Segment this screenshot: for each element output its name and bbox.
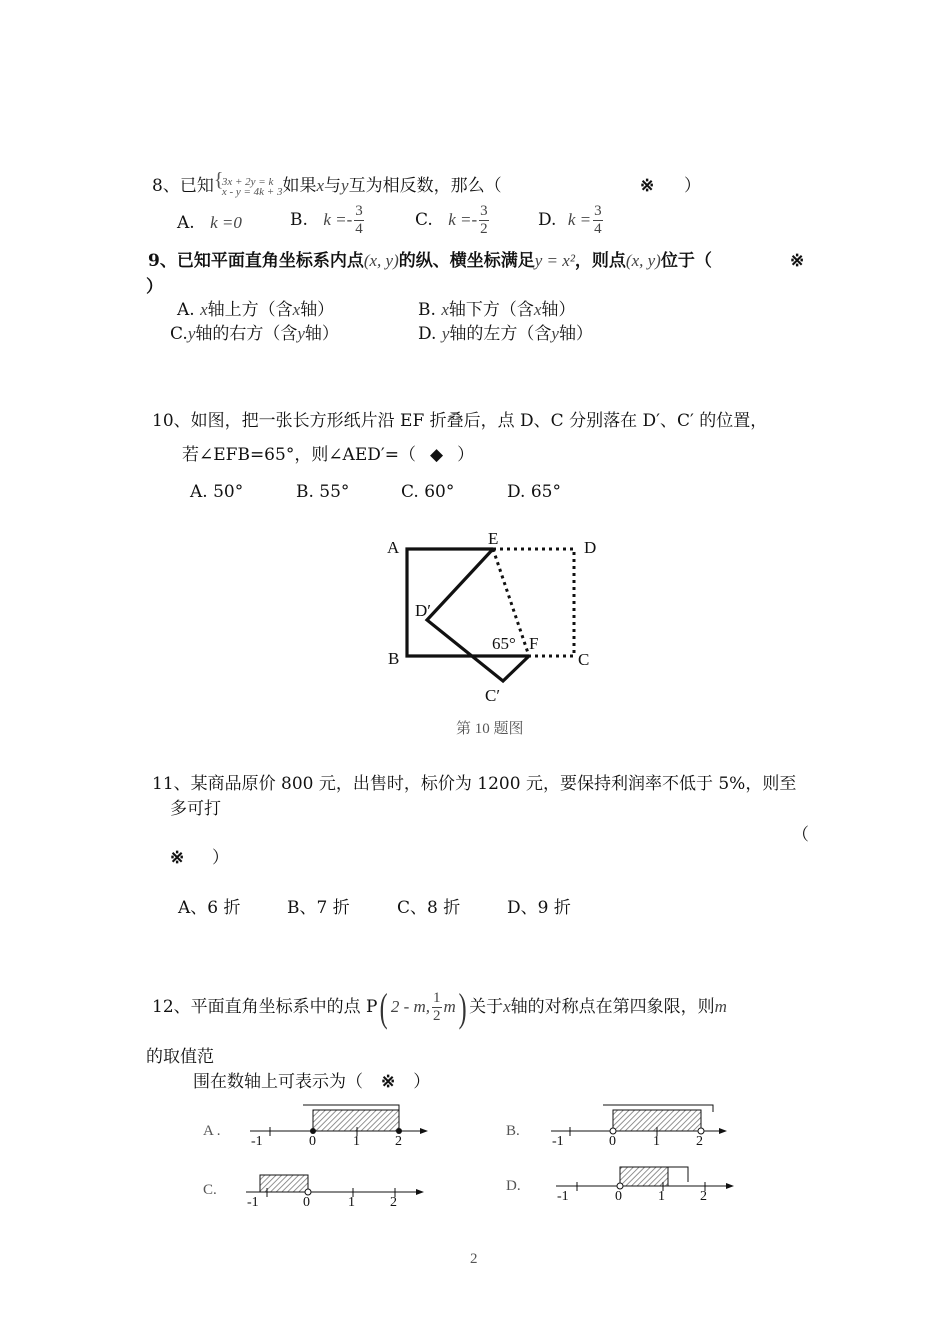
q9-option-a-var2: x <box>292 300 301 319</box>
label-angle: 65° <box>492 634 516 653</box>
q8-option-a[interactable] <box>177 212 242 234</box>
q9-option-d-end: 轴） <box>558 324 593 344</box>
q9-option-a[interactable] <box>177 299 334 321</box>
q12-line-3-text: 围在数轴上可表示为（ <box>193 1072 363 1092</box>
q10-line-1: 10、如图，把一张长方形纸片沿 EF 折叠后，点 D、C 分别落在 D′、C′ 的位置， <box>152 411 768 431</box>
bracket-line <box>303 1105 399 1110</box>
q12-option-c-label[interactable]: C. <box>203 1182 217 1198</box>
tick-label: 2 <box>395 1134 402 1149</box>
label-d-prime: D′ <box>415 601 431 620</box>
q12-option-b-label[interactable]: B. <box>506 1123 520 1139</box>
q9-option-c-text: 轴的右方（含 <box>195 324 298 344</box>
q9-stem <box>148 250 712 272</box>
q11-option-d[interactable]: D、9 折 <box>507 898 571 918</box>
q11-option-c[interactable]: C、8 折 <box>397 898 461 918</box>
q11-option-a[interactable]: A、6 折 <box>178 898 241 918</box>
q9-option-a-text: 轴上方（含 <box>207 300 293 320</box>
q12-text-3: 轴的对称点在第四象限，则 <box>510 997 715 1017</box>
q10-option-a[interactable]: A. 50° <box>190 482 244 502</box>
fraction-denominator: 4 <box>594 221 602 237</box>
tick-label: 0 <box>303 1195 310 1210</box>
q10-option-b[interactable]: B. 55° <box>296 482 350 502</box>
q8-option-a-expr: k =0 <box>210 213 242 232</box>
q10-close-paren: ） <box>457 445 475 465</box>
q8-equation-system <box>214 177 283 197</box>
axis-arrow-icon <box>719 1128 727 1134</box>
q12-left-paren: ( <box>380 984 389 1030</box>
q12-var-m: m <box>714 997 727 1016</box>
q10-line-2 <box>182 444 474 466</box>
q8-close-paren: ） <box>684 176 701 196</box>
q8-option-c[interactable] <box>415 203 491 238</box>
tick-label: 1 <box>653 1134 660 1149</box>
q8-option-d[interactable] <box>538 203 605 238</box>
label-c: C <box>578 650 590 669</box>
page-number: 2 <box>470 1251 478 1267</box>
q9-equation: y = x² <box>534 251 575 270</box>
q12-number-line-d[interactable] <box>553 1162 743 1207</box>
q8-text-if: 如果 <box>282 176 317 196</box>
tick-label: -1 <box>251 1134 263 1149</box>
q9-text-3: ，则点 <box>574 251 626 271</box>
tick-label: 1 <box>353 1134 360 1149</box>
tick-label: 1 <box>348 1195 355 1210</box>
q12-coord-a: 2 - m, <box>390 997 431 1016</box>
q9-point-2: (x, y) <box>625 251 661 270</box>
axis-arrow-icon <box>726 1183 734 1189</box>
tick-label: 0 <box>609 1134 616 1149</box>
q12-number-line-b[interactable] <box>548 1100 738 1149</box>
q12-option-a-label[interactable]: A . <box>203 1123 221 1139</box>
q9-option-b[interactable] <box>418 299 575 321</box>
shaded-region <box>313 1110 399 1131</box>
q11-open-paren: （ <box>792 825 809 845</box>
q8-var-x: x <box>316 176 325 195</box>
tick-label: 1 <box>658 1189 665 1204</box>
q10-option-d[interactable]: D. 65° <box>507 482 561 502</box>
fraction-numerator: 3 <box>594 203 602 219</box>
q12-right-paren: ) <box>458 984 467 1030</box>
q9-option-c-var2: y <box>297 324 305 343</box>
q11-line-2: 多可打 <box>170 799 221 819</box>
label-c-prime: C′ <box>485 686 501 705</box>
tick-label: -1 <box>557 1189 569 1204</box>
fraction-denominator: 4 <box>355 221 363 237</box>
axis-arrow-icon <box>420 1128 428 1134</box>
q9-option-b-label: B. <box>418 300 436 320</box>
q9-option-c[interactable] <box>170 323 339 345</box>
q12-number-line-a[interactable] <box>245 1105 435 1150</box>
q9-close-paren: ） <box>146 277 163 297</box>
q8-option-c-fraction <box>479 203 489 238</box>
q8-number: 8、已知 <box>152 176 214 196</box>
q9-option-d-text: 轴的左方（含 <box>449 324 552 344</box>
q12-line-3 <box>193 1071 430 1093</box>
fraction-numerator: 3 <box>480 203 488 219</box>
tick-label: 0 <box>309 1134 316 1149</box>
tick-label: -1 <box>552 1134 564 1149</box>
fraction-numerator: 3 <box>355 203 363 219</box>
q12-coord-m: m <box>443 997 456 1016</box>
q10-figure <box>380 525 620 710</box>
q11-line-1: 11、某商品原价 800 元，出售时，标价为 1200 元，要保持利润率不低于 5%，则至 <box>152 774 797 794</box>
q12-answer-mark: ※ <box>381 1072 396 1092</box>
q12-var-x: x <box>503 997 511 1016</box>
q9-text-2: 的纵、横坐标满足 <box>398 251 535 271</box>
q12-stem <box>152 984 727 1030</box>
q8-option-c-label: C. <box>415 210 433 230</box>
q10-option-c[interactable]: C. 60° <box>401 482 455 502</box>
q12-line-2: 的取值范 <box>146 1047 214 1067</box>
q12-option-d-label[interactable]: D. <box>506 1178 521 1194</box>
q12-text-1: 12、平面直角坐标系中的点 P <box>152 997 378 1017</box>
q11-answer-mark: ※ <box>170 848 185 868</box>
shaded-region <box>620 1167 668 1186</box>
fraction-denominator: 2 <box>480 221 488 237</box>
label-e: E <box>488 529 499 548</box>
label-d: D <box>584 538 597 557</box>
tick-label: 0 <box>615 1189 622 1204</box>
q9-option-d-var: y <box>441 324 450 343</box>
q8-stem <box>152 175 502 197</box>
tick-label: 2 <box>696 1134 703 1149</box>
q9-option-b-var2: x <box>533 300 542 319</box>
q8-option-b-fraction <box>354 203 364 238</box>
q9-answer-mark: ※ <box>790 251 805 271</box>
q9-text-4: 位于（ <box>660 251 712 271</box>
q8-option-b[interactable] <box>290 203 366 238</box>
q8-option-a-label: A. <box>177 213 195 233</box>
q9-option-d-label: D. <box>418 324 437 344</box>
tick-label: 2 <box>700 1189 707 1204</box>
bracket-line <box>668 1167 688 1182</box>
label-f: F <box>529 634 539 653</box>
q8-var-y: y <box>341 176 349 195</box>
q10-line-2-text: 若∠EFB=65°，则∠AED′=（ <box>182 445 416 465</box>
tick-label: -1 <box>247 1195 259 1210</box>
q9-option-c-label: C. <box>170 324 188 344</box>
q12-fraction <box>432 990 442 1025</box>
q8-option-d-fraction <box>593 203 603 238</box>
q8-option-b-expr: k =- <box>323 210 353 229</box>
fraction-denominator: 2 <box>433 1008 441 1024</box>
q12-close-paren: ） <box>413 1072 431 1092</box>
q9-point: (x, y) <box>363 251 399 270</box>
q9-option-b-var: x <box>441 300 449 319</box>
q8-option-d-expr: k = <box>567 210 592 229</box>
q12-text-2: 关于 <box>469 997 504 1017</box>
q8-text-tail: 互为相反数，那么（ <box>348 176 502 196</box>
q9-option-b-end: 轴） <box>541 300 576 320</box>
q9-option-b-text: 轴下方（含 <box>448 300 534 320</box>
q9-option-c-var: y <box>187 324 196 343</box>
q9-option-a-end: 轴） <box>300 300 335 320</box>
axis-arrow-icon <box>416 1189 424 1195</box>
q9-option-a-var: x <box>200 300 208 319</box>
q9-option-a-label: A. <box>177 300 195 320</box>
q10-answer-mark: ◆ <box>429 445 444 465</box>
label-a: A <box>387 538 400 557</box>
q8-option-d-label: D. <box>538 210 557 230</box>
folded-flap <box>427 549 529 681</box>
fraction-numerator: 1 <box>433 990 441 1006</box>
q8-option-c-expr: k =- <box>448 210 478 229</box>
tick-label: 2 <box>390 1195 397 1210</box>
q11-option-b[interactable]: B、7 折 <box>287 898 350 918</box>
label-b: B <box>388 649 400 668</box>
q9-text-1: 9、已知平面直角坐标系内点 <box>148 251 364 271</box>
q8-text-and: 与 <box>324 176 342 196</box>
q9-option-d-var2: y <box>551 324 559 343</box>
q8-answer-mark: ※ <box>640 176 655 196</box>
q9-option-c-end: 轴） <box>304 324 339 344</box>
q11-close-paren: ） <box>212 848 229 868</box>
q9-option-d[interactable] <box>418 323 593 345</box>
q8-eq1: 3x + 2y = k <box>221 175 274 188</box>
q10-figure-caption: 第 10 题图 <box>456 721 524 737</box>
q8-eq2: x - y = 4k + 3 <box>221 185 283 198</box>
q12-number-line-c[interactable] <box>243 1168 433 1213</box>
q8-option-b-label: B. <box>290 210 308 230</box>
